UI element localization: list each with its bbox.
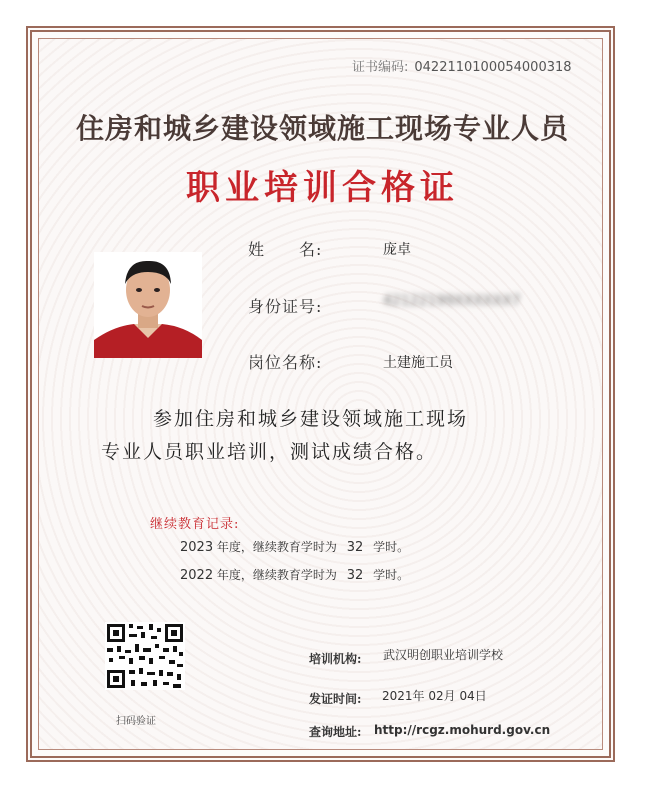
position-label: 岗位名称:	[248, 353, 323, 372]
certificate-number	[352, 56, 572, 75]
issue-date-value	[382, 687, 487, 704]
training-institution-value: 武汉明创职业培训学校	[383, 648, 504, 662]
id-number-label: 身份证号:	[248, 297, 323, 316]
title-line-2: 职业培训合格证	[186, 168, 459, 208]
issue-date-label: 发证时间:	[309, 692, 362, 706]
name-label: 姓 名:	[248, 240, 323, 259]
record-year: 2022	[180, 568, 214, 583]
issue-year: 2021	[382, 689, 413, 703]
continuing-education-record	[180, 566, 409, 583]
title-line-1: 住房和城乡建设领域施工现场专业人员	[75, 112, 569, 145]
name-value: 庞卓	[383, 242, 411, 258]
record-hours: 32	[346, 540, 364, 555]
query-address-link[interactable]: http://rcgz.mohurd.gov.cn	[374, 723, 551, 737]
record-unit: 学时。	[373, 540, 410, 554]
holder-photo	[94, 252, 202, 358]
record-text: 年度，继续教育学时为	[216, 540, 337, 554]
verification-qr-code[interactable]	[105, 622, 185, 690]
position-value: 土建施工员	[383, 355, 453, 371]
issue-month: 02	[428, 689, 444, 703]
training-institution-label: 培训机构:	[309, 652, 362, 666]
query-address-label: 查询地址:	[309, 725, 362, 739]
issue-day: 04	[459, 689, 475, 703]
certificate-number-value: 0422110100054000318	[414, 60, 572, 75]
record-text: 年度，继续教育学时为	[216, 568, 337, 582]
record-unit: 学时。	[373, 568, 410, 582]
certificate-number-label: 证书编码:	[352, 60, 409, 75]
issue-month-unit: 月	[443, 689, 456, 703]
scan-to-verify-label: 扫码验证	[116, 716, 156, 727]
issue-year-unit: 年	[412, 689, 425, 703]
continuing-education-title: 继续教育记录:	[150, 517, 240, 532]
record-year: 2023	[180, 540, 214, 555]
record-hours: 32	[346, 568, 364, 583]
continuing-education-record	[180, 538, 409, 555]
id-number-value: 42122199XXXXXX7	[383, 293, 521, 309]
certification-statement-line-2: 专业人员职业培训，测试成绩合格。	[101, 441, 438, 463]
issue-day-unit: 日	[474, 689, 487, 703]
certification-statement-line-1: 参加住房和城乡建设领域施工现场	[153, 408, 469, 430]
